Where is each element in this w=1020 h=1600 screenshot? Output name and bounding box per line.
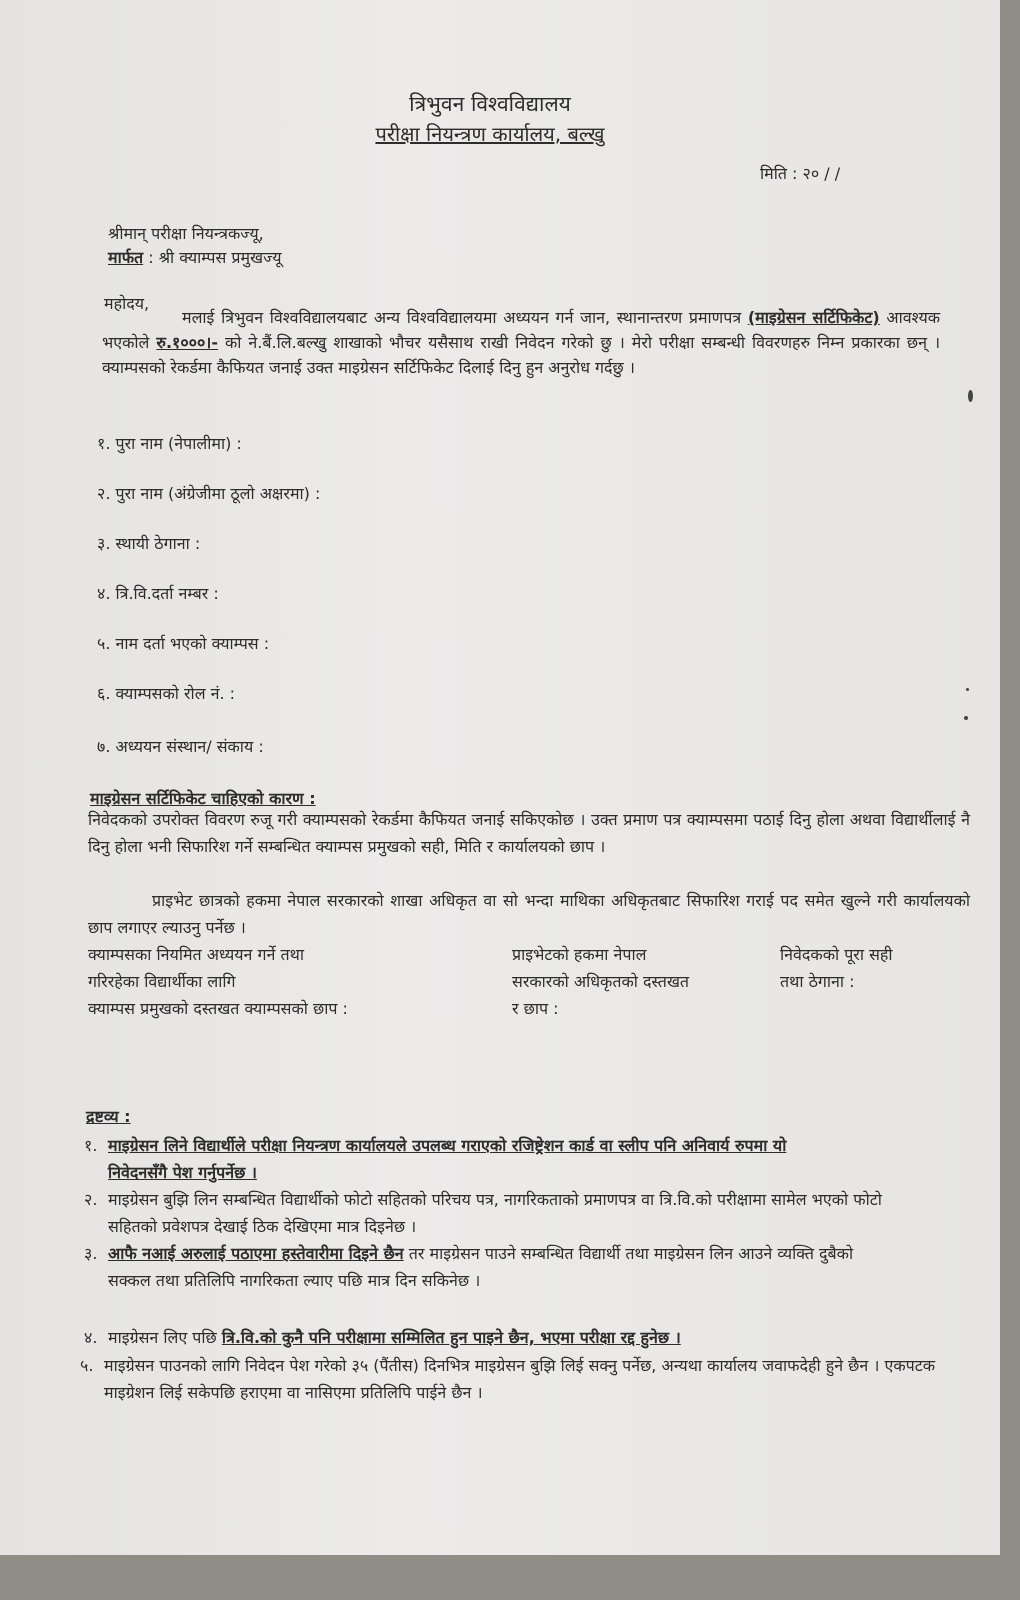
- ink-speck: [964, 716, 968, 720]
- notes-heading: द्रष्टव्य :: [86, 1107, 131, 1126]
- note-number: १.: [84, 1136, 98, 1155]
- salutation: महोदय,: [104, 294, 150, 313]
- applicant-sig-line: निवेदकको पूरा सही: [780, 945, 893, 964]
- private-student-note: प्राइभेट छात्रको हकमा नेपाल सरकारको शाखा अधिकृत वा सो भन्दा माथिका अधिकृतबाट सिफारिश गराई पद समेत खुल्ने गरी कार्यालयको छाप लगाएर ल्याउनु पर्नेछ ।: [88, 891, 970, 937]
- request-paragraph: [102, 305, 940, 380]
- note-text: माइग्रेसन लिने विद्यार्थीले परीक्षा नियन्त्रण कार्यालयले उपलब्ध गराएको रजिष्ट्रेशन कार्ड वा स्लीप पनि अनिवार्य रुपमा यो निवेदनसँगै पेश गर्नुपर्नेछ ।: [108, 1136, 787, 1182]
- fee-amount: रु.१०००।-: [156, 333, 219, 352]
- note-number: ४.: [84, 1328, 98, 1347]
- note-text: माइग्रेसन लिए पछि: [108, 1328, 222, 1347]
- note-bold-text: आफै नआई अरुलाई पठाएमा हस्तेवारीमा दिइने छैन: [108, 1244, 404, 1263]
- private-sig-line: र छाप :: [512, 999, 559, 1018]
- university-title: त्रिभुवन विश्वविद्यालय: [409, 92, 571, 116]
- note-text: माइग्रेसन बुझि लिन सम्बन्धित विद्यार्थीको फोटो सहितको परिचय पत्र, नागरिकताको प्रमाणपत्र वा त्रि.वि.को परीक्षामा सामेल भएको फोटो सहितको प्रवेशपत्र देखाई ठिक देखिएमा मात्र दिइनेछ ।: [108, 1190, 882, 1236]
- reason-heading: माइग्रेसन सर्टिफिकेट चाहिएको कारण :: [90, 789, 316, 808]
- note-item: [84, 1186, 884, 1242]
- note-item: [84, 1132, 824, 1188]
- note-item: [84, 1240, 874, 1322]
- note-text: तर माइग्रेसन पाउने सम्बन्धित विद्यार्थी तथा माइग्रेसन लिन आउने व्यक्ति दुबैको सक्कल तथा प्रतिलिपि नागरिकता ल्याए पछि मात्र दिन सकिनेछ ।: [108, 1244, 854, 1290]
- field-name-nepali: १. पुरा नाम (नेपालीमा) :: [97, 434, 242, 453]
- migration-term: (माइग्रेसन सर्टिफिकेट): [747, 308, 880, 327]
- office-name: परीक्षा नियन्त्रण कार्यालय, बल्खु: [375, 122, 605, 146]
- request-text-1: मलाई त्रिभुवन विश्वविद्यालयबाट अन्य विश्वविद्यालयमा अध्ययन गर्न जान, स्थानान्तरण प्रमाणपत्र: [182, 308, 748, 327]
- campus-signature-block: [88, 941, 348, 1022]
- field-campus: ५. नाम दर्ता भएको क्याम्पस :: [97, 634, 270, 653]
- field-institute-faculty: ७. अध्ययन संस्थान/ संकाय :: [97, 737, 264, 756]
- addressee-line: श्रीमान् परीक्षा नियन्त्रकज्यू,: [108, 224, 264, 243]
- note-number: २.: [84, 1190, 98, 1209]
- note-bold-text: त्रि.वि.को कुनै पनि परीक्षामा सम्मिलित हुन पाइने छैन, भएमा परीक्षा रद्द हुनेछ ।: [221, 1328, 681, 1347]
- request-text-2: आवश्यक भएकोले: [102, 308, 941, 352]
- note-number: ५.: [80, 1356, 94, 1375]
- field-tu-registration: ४. त्रि.वि.दर्ता नम्बर :: [97, 584, 219, 603]
- field-address: ३. स्थायी ठेगाना :: [97, 534, 201, 553]
- applicant-sig-line: तथा ठेगाना :: [780, 972, 855, 991]
- applicant-signature-block: [780, 941, 893, 995]
- date-label: मिति : २० / /: [760, 164, 841, 183]
- private-signature-block: [512, 941, 689, 1022]
- ink-speck: [968, 390, 973, 402]
- request-text-3: को ने.बैं.लि.बल्खु शाखाको भौचर यसैसाथ राखी निवेदन गरेको छु । मेरो परीक्षा सम्बन्धी विवरणहरु निम्न प्रकारका छन् । क्याम्पसको रेकर्डमा कैफियत जनाई उक्त माइग्रेसन सर्टिफिकेट दिलाई दिनु हुन अनुरोध गर्दछु ।: [102, 333, 941, 377]
- private-sig-line: प्राइभेटको हकमा नेपाल: [512, 945, 647, 964]
- private-sig-line: सरकारको अधिकृतको दस्तखत: [512, 972, 690, 991]
- ink-speck: [966, 688, 969, 691]
- campus-sig-line: क्याम्पस प्रमुखको दस्तखत क्याम्पसको छाप :: [88, 999, 348, 1018]
- via-rest: : श्री क्याम्पस प्रमुखज्यू: [143, 248, 282, 267]
- note-item: [80, 1352, 960, 1434]
- via-line: [108, 246, 282, 268]
- note-item: [84, 1324, 964, 1354]
- campus-sig-line: गरिरहेका विद्यार्थीका लागि: [88, 972, 236, 991]
- campus-sig-line: क्याम्पसका नियमित अध्ययन गर्ने तथा: [88, 945, 304, 964]
- field-name-english: २. पुरा नाम (अंग्रेजीमा ठूलो अक्षरमा) :: [97, 484, 321, 503]
- note-text: माइग्रेसन पाउनको लागि निवेदन पेश गरेको ३५ (पैंतीस) दिनभित्र माइग्रेसन बुझि लिई सक्नु पर्नेछ, अन्यथा कार्यालय जवाफदेही हुने छैन । एकपटक माइग्रेशन लिई सकेपछि हराएमा वा नासिएमा प्रतिलिपि पाईने छैन ।: [104, 1356, 936, 1402]
- office-title: [0, 120, 980, 147]
- note-number: ३.: [84, 1244, 98, 1263]
- via-label: मार्फत: [108, 248, 144, 267]
- field-roll-number: ६. क्याम्पसको रोल नं. :: [97, 684, 236, 703]
- reason-text: निवेदकको उपरोक्त विवरण रुजू गरी क्याम्पसको रेकर्डमा कैफियत जनाई सकिएकोछ । उक्त प्रमाण पत्र क्याम्पसमा पठाई दिनु होला अथवा विद्यार्थीलाई नै दिनु होला भनी सिफारिश गर्ने सम्बन्धित क्याम्पस प्रमुखको सही, मिति र कार्यालयको छाप ।: [88, 810, 970, 856]
